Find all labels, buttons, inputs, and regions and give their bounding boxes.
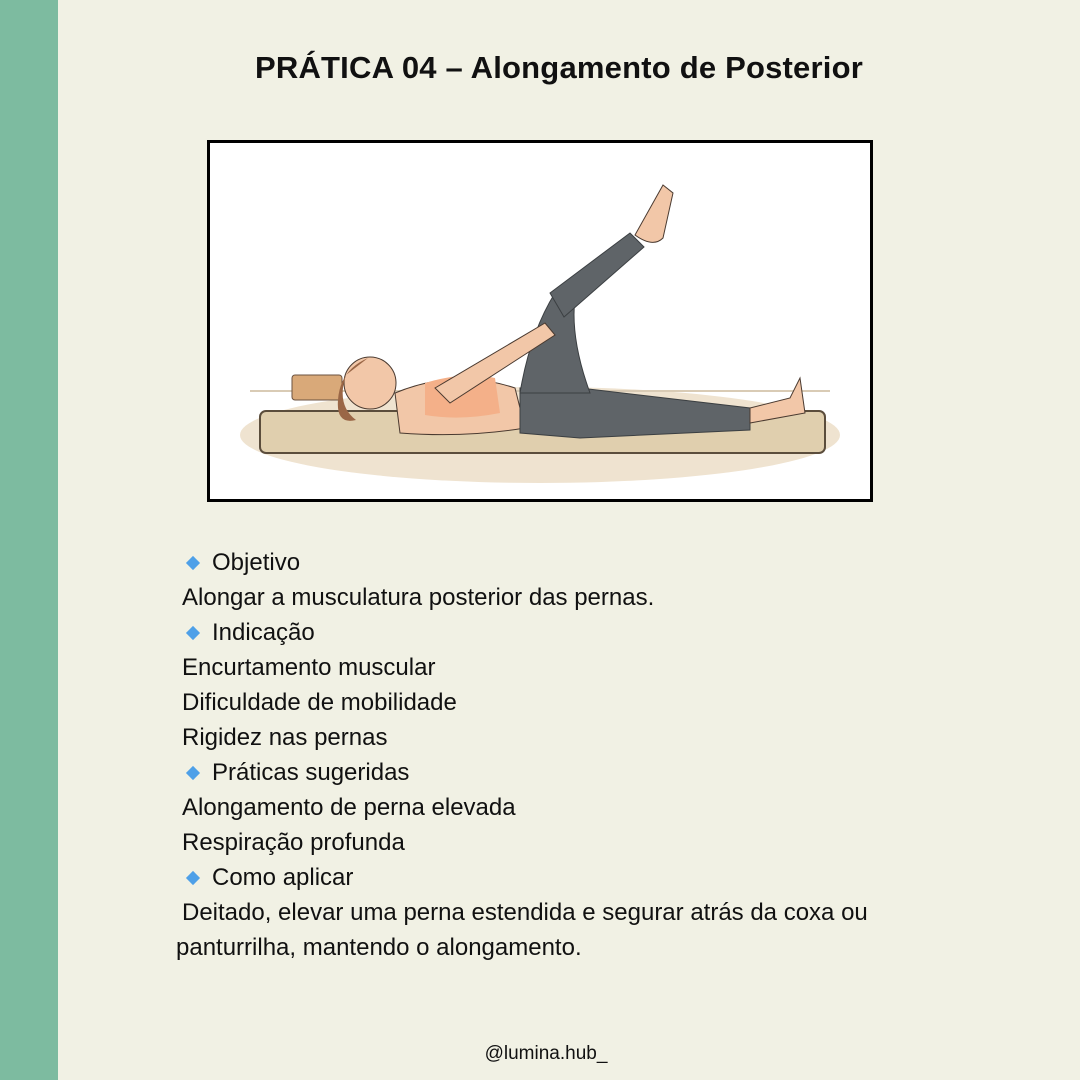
heading-label: Objetivo	[212, 549, 301, 576]
practice-item: Alongamento de perna elevada	[182, 794, 516, 821]
heading-label: Práticas sugeridas	[212, 759, 410, 786]
heading-label: Indicação	[212, 619, 315, 646]
section-heading-how-to-apply	[176, 860, 936, 895]
section-heading-objective	[176, 545, 936, 580]
section-heading-suggested-practices	[176, 755, 936, 790]
diamond-bullet-icon	[186, 765, 200, 779]
exercise-details	[176, 545, 936, 965]
diamond-bullet-icon	[186, 625, 200, 639]
diamond-bullet-icon	[186, 555, 200, 569]
footer-handle: @lumina.hub_	[484, 1043, 608, 1064]
page-title: PRÁTICA 04 – Alongamento de Posterior	[255, 50, 863, 85]
how-to-apply-text: Deitado, elevar uma perna estendida e segurar atrás da coxa ou panturrilha, mantendo o alongamento.	[176, 899, 868, 961]
exercise-illustration	[207, 140, 873, 502]
side-accent-bar	[0, 0, 58, 1080]
objective-text: Alongar a musculatura posterior das pernas.	[182, 584, 655, 611]
heading-label: Como aplicar	[212, 864, 354, 891]
indication-item: Rigidez nas pernas	[182, 724, 388, 751]
section-heading-indication	[176, 615, 936, 650]
practice-item: Respiração profunda	[182, 829, 405, 856]
indication-item: Encurtamento muscular	[182, 654, 436, 681]
diamond-bullet-icon	[186, 870, 200, 884]
indication-item: Dificuldade de mobilidade	[182, 689, 457, 716]
woman-leg-stretch-illustration	[210, 143, 870, 499]
